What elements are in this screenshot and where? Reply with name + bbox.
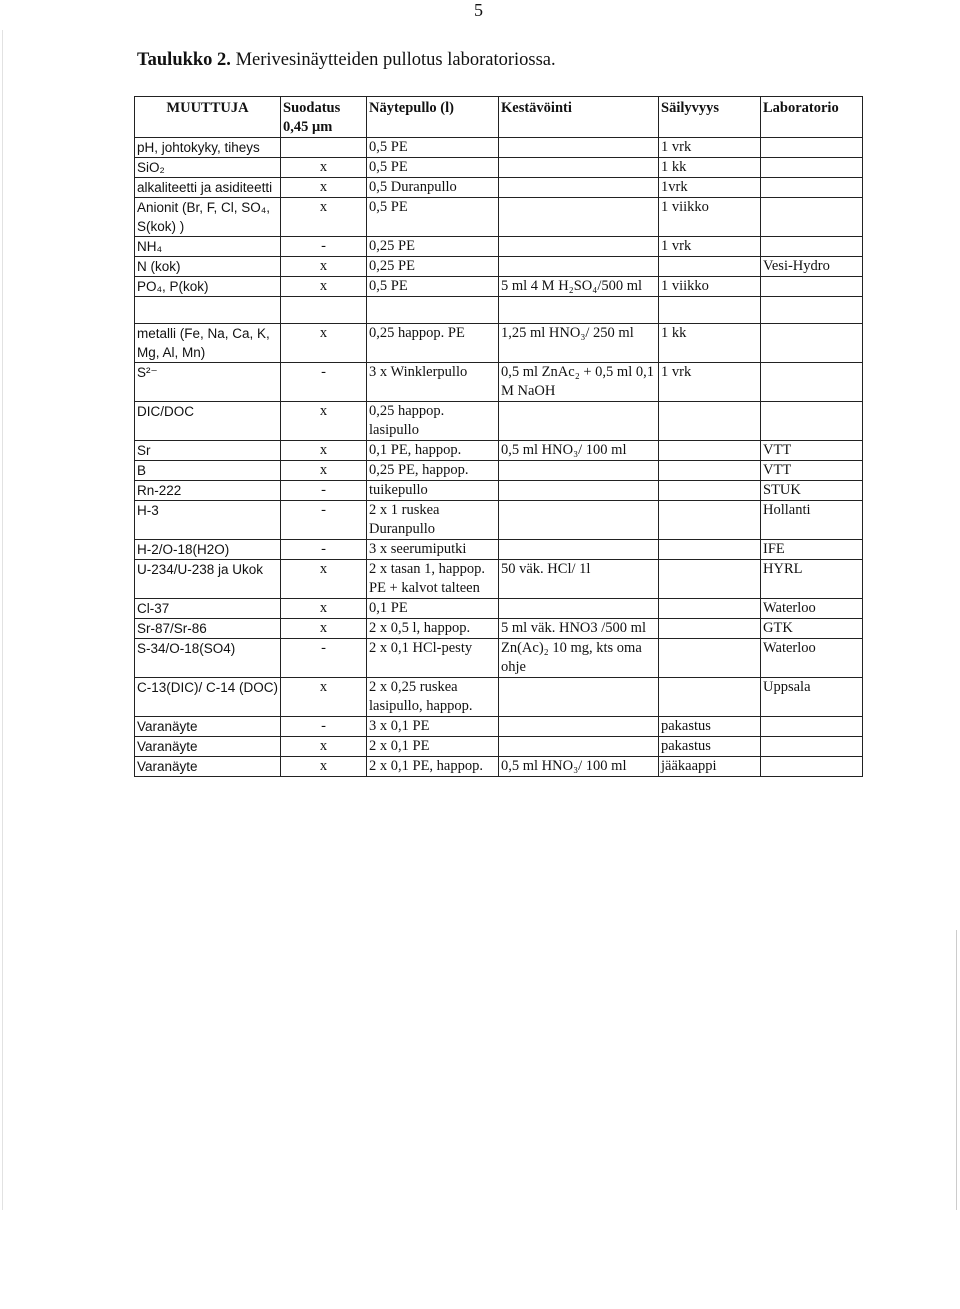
table-row: [135, 158, 863, 178]
cell-naytepullo: 0,25 PE: [367, 257, 499, 277]
cell-laboratorio: VTT: [761, 461, 863, 481]
cell-sailyvyys: [659, 297, 761, 324]
header-muuttuja: MUUTTUJA: [135, 97, 281, 138]
cell-suodatus: -: [281, 363, 367, 402]
cell-sailyvyys: [659, 678, 761, 717]
cell-naytepullo: 0,25 PE: [367, 237, 499, 257]
cell-kestavointi: [499, 402, 659, 441]
cell-suodatus: x: [281, 324, 367, 363]
scan-edge-right: [956, 930, 957, 1210]
cell-laboratorio: HYRL: [761, 560, 863, 599]
cell-laboratorio: STUK: [761, 481, 863, 501]
cell-laboratorio: [761, 237, 863, 257]
cell-kestavointi: [499, 158, 659, 178]
cell-sailyvyys: [659, 619, 761, 639]
cell-naytepullo: 0,5 Duranpullo: [367, 178, 499, 198]
cell-kestavointi: [499, 501, 659, 540]
cell-sailyvyys: pakastus: [659, 737, 761, 757]
cell-kestavointi: 0,5 ml HNO₃/ 100 ml: [499, 757, 659, 777]
cell-sailyvyys: 1 vrk: [659, 363, 761, 402]
cell-kestavointi: Zn(Ac)₂ 10 mg, kts oma ohje: [499, 639, 659, 678]
table-row: [135, 678, 863, 717]
table-row: [135, 363, 863, 402]
table-row: [135, 717, 863, 737]
cell-sailyvyys: [659, 501, 761, 540]
cell-naytepullo: 3 x Winklerpullo: [367, 363, 499, 402]
cell-kestavointi: [499, 461, 659, 481]
cell-suodatus: -: [281, 237, 367, 257]
header-kestavointi: Kestävöinti: [499, 97, 659, 138]
cell-sailyvyys: 1 viikko: [659, 277, 761, 297]
cell-suodatus: -: [281, 639, 367, 678]
cell-kestavointi: [499, 138, 659, 158]
cell-laboratorio: [761, 402, 863, 441]
cell-naytepullo: 0,1 PE: [367, 599, 499, 619]
cell-sailyvyys: [659, 599, 761, 619]
cell-muuttuja: [135, 297, 281, 324]
sampling-table: [134, 96, 863, 777]
cell-laboratorio: [761, 717, 863, 737]
cell-kestavointi: 0,5 ml HNO₃/ 100 ml: [499, 441, 659, 461]
cell-suodatus: x: [281, 560, 367, 599]
cell-kestavointi: [499, 237, 659, 257]
cell-naytepullo: 2 x 0,1 HCl-pesty: [367, 639, 499, 678]
cell-laboratorio: GTK: [761, 619, 863, 639]
cell-sailyvyys: [659, 441, 761, 461]
cell-muuttuja: Sr-87/Sr-86: [135, 619, 281, 639]
table-caption: [137, 50, 556, 71]
cell-naytepullo: 3 x 0,1 PE: [367, 717, 499, 737]
cell-kestavointi: 0,5 ml ZnAc₂ + 0,5 ml 0,1 M NaOH: [499, 363, 659, 402]
cell-sailyvyys: [659, 402, 761, 441]
cell-naytepullo: [367, 297, 499, 324]
cell-muuttuja: SiO₂: [135, 158, 281, 178]
cell-muuttuja: C-13(DIC)/ C-14 (DOC): [135, 678, 281, 717]
table-row: [135, 619, 863, 639]
table-row: [135, 178, 863, 198]
cell-muuttuja: DIC/DOC: [135, 402, 281, 441]
cell-kestavointi: [499, 737, 659, 757]
cell-suodatus: x: [281, 198, 367, 237]
cell-naytepullo: 0,25 happop. lasipullo: [367, 402, 499, 441]
cell-kestavointi: 50 väk. HCl/ 1l: [499, 560, 659, 599]
cell-muuttuja: H-3: [135, 501, 281, 540]
cell-laboratorio: Vesi-Hydro: [761, 257, 863, 277]
header-row: [135, 97, 863, 138]
cell-naytepullo: tuikepullo: [367, 481, 499, 501]
cell-muuttuja: alkaliteetti ja asiditeetti: [135, 178, 281, 198]
cell-laboratorio: Hollanti: [761, 501, 863, 540]
table-row: [135, 737, 863, 757]
cell-laboratorio: [761, 363, 863, 402]
cell-suodatus: [281, 297, 367, 324]
cell-suodatus: -: [281, 717, 367, 737]
header-sailyvyys: Säilyvyys: [659, 97, 761, 138]
cell-suodatus: x: [281, 599, 367, 619]
table-row: [135, 324, 863, 363]
table-row: [135, 757, 863, 777]
cell-muuttuja: pH, johtokyky, tiheys: [135, 138, 281, 158]
cell-laboratorio: Waterloo: [761, 639, 863, 678]
cell-suodatus: x: [281, 441, 367, 461]
cell-naytepullo: 0,5 PE: [367, 158, 499, 178]
cell-suodatus: x: [281, 158, 367, 178]
cell-kestavointi: [499, 257, 659, 277]
cell-naytepullo: 0,5 PE: [367, 138, 499, 158]
cell-suodatus: x: [281, 178, 367, 198]
header-suodatus-line2: 0,45 μm: [283, 119, 333, 135]
caption-text: Merivesinäytteiden pullotus laboratoriossa.: [235, 50, 556, 70]
cell-sailyvyys: [659, 540, 761, 560]
cell-naytepullo: 0,1 PE, happop.: [367, 441, 499, 461]
cell-suodatus: x: [281, 402, 367, 441]
cell-muuttuja: Varanäyte: [135, 757, 281, 777]
cell-muuttuja: Rn-222: [135, 481, 281, 501]
cell-kestavointi: [499, 198, 659, 237]
table-row: [135, 560, 863, 599]
cell-laboratorio: [761, 178, 863, 198]
table-row: [135, 198, 863, 237]
cell-muuttuja: Varanäyte: [135, 717, 281, 737]
table-row: [135, 138, 863, 158]
cell-naytepullo: 2 x 0,5 l, happop.: [367, 619, 499, 639]
cell-kestavointi: [499, 540, 659, 560]
cell-sailyvyys: [659, 481, 761, 501]
cell-laboratorio: [761, 737, 863, 757]
cell-sailyvyys: 1 vrk: [659, 237, 761, 257]
cell-sailyvyys: 1 kk: [659, 324, 761, 363]
cell-kestavointi: [499, 297, 659, 324]
cell-kestavointi: 1,25 ml HNO₃/ 250 ml: [499, 324, 659, 363]
cell-naytepullo: 0,5 PE: [367, 198, 499, 237]
cell-suodatus: [281, 138, 367, 158]
cell-suodatus: -: [281, 501, 367, 540]
cell-naytepullo: 2 x 1 ruskea Duranpullo: [367, 501, 499, 540]
cell-naytepullo: 0,25 happop. PE: [367, 324, 499, 363]
table-row: [135, 441, 863, 461]
cell-laboratorio: Uppsala: [761, 678, 863, 717]
cell-kestavointi: [499, 599, 659, 619]
cell-laboratorio: Waterloo: [761, 599, 863, 619]
cell-suodatus: x: [281, 277, 367, 297]
cell-muuttuja: PO₄, P(kok): [135, 277, 281, 297]
cell-naytepullo: 2 x 0,1 PE, happop.: [367, 757, 499, 777]
scan-edge-left: [2, 30, 3, 1210]
cell-kestavointi: [499, 178, 659, 198]
table-row: [135, 639, 863, 678]
cell-sailyvyys: 1 viikko: [659, 198, 761, 237]
cell-sailyvyys: 1 vrk: [659, 138, 761, 158]
cell-naytepullo: 0,25 PE, happop.: [367, 461, 499, 481]
table-row: [135, 277, 863, 297]
cell-muuttuja: Cl-37: [135, 599, 281, 619]
cell-suodatus: x: [281, 757, 367, 777]
cell-muuttuja: U-234/U-238 ja Ukok: [135, 560, 281, 599]
header-suodatus: [281, 97, 367, 138]
cell-suodatus: -: [281, 481, 367, 501]
cell-sailyvyys: [659, 257, 761, 277]
caption-label: Taulukko 2.: [137, 50, 231, 70]
cell-kestavointi: 5 ml 4 M H₂SO₄/500 ml: [499, 277, 659, 297]
cell-kestavointi: [499, 717, 659, 737]
cell-suodatus: x: [281, 461, 367, 481]
cell-sailyvyys: pakastus: [659, 717, 761, 737]
header-laboratorio: Laboratorio: [761, 97, 863, 138]
cell-sailyvyys: jääkaappi: [659, 757, 761, 777]
cell-laboratorio: [761, 757, 863, 777]
cell-sailyvyys: 1vrk: [659, 178, 761, 198]
cell-laboratorio: [761, 198, 863, 237]
cell-laboratorio: VTT: [761, 441, 863, 461]
cell-sailyvyys: [659, 461, 761, 481]
cell-muuttuja: N (kok): [135, 257, 281, 277]
table-row: [135, 257, 863, 277]
cell-sailyvyys: [659, 560, 761, 599]
cell-laboratorio: [761, 158, 863, 178]
cell-naytepullo: 0,5 PE: [367, 277, 499, 297]
cell-sailyvyys: 1 kk: [659, 158, 761, 178]
cell-muuttuja: Sr: [135, 441, 281, 461]
cell-kestavointi: 5 ml väk. HNO3 /500 ml: [499, 619, 659, 639]
cell-muuttuja: Anionit (Br, F, Cl, SO₄, S(kok) ): [135, 198, 281, 237]
table-row: [135, 599, 863, 619]
page-number: 5: [474, 0, 483, 20]
table-row: [135, 402, 863, 441]
cell-laboratorio: [761, 297, 863, 324]
cell-suodatus: x: [281, 678, 367, 717]
cell-naytepullo: 2 x 0,1 PE: [367, 737, 499, 757]
table-row: [135, 481, 863, 501]
cell-muuttuja: H-2/O-18(H2O): [135, 540, 281, 560]
cell-naytepullo: 2 x 0,25 ruskea lasipullo, happop.: [367, 678, 499, 717]
cell-naytepullo: 3 x seerumiputki: [367, 540, 499, 560]
cell-suodatus: -: [281, 540, 367, 560]
cell-laboratorio: IFE: [761, 540, 863, 560]
cell-suodatus: x: [281, 257, 367, 277]
cell-muuttuja: NH₄: [135, 237, 281, 257]
cell-sailyvyys: [659, 639, 761, 678]
table-row: [135, 540, 863, 560]
table-body: [135, 138, 863, 777]
cell-suodatus: x: [281, 737, 367, 757]
cell-muuttuja: metalli (Fe, Na, Ca, K, Mg, Al, Mn): [135, 324, 281, 363]
cell-muuttuja: B: [135, 461, 281, 481]
cell-kestavointi: [499, 678, 659, 717]
table-row: [135, 461, 863, 481]
cell-muuttuja: Varanäyte: [135, 737, 281, 757]
table-row: [135, 297, 863, 324]
table-row: [135, 501, 863, 540]
table-row: [135, 237, 863, 257]
cell-kestavointi: [499, 481, 659, 501]
header-naytepullo: Näytepullo (l): [367, 97, 499, 138]
cell-laboratorio: [761, 138, 863, 158]
cell-muuttuja: S²⁻: [135, 363, 281, 402]
cell-muuttuja: S-34/O-18(SO4): [135, 639, 281, 678]
cell-laboratorio: [761, 277, 863, 297]
cell-naytepullo: 2 x tasan 1, happop. PE + kalvot talteen: [367, 560, 499, 599]
header-suodatus-line1: Suodatus: [283, 100, 341, 116]
cell-laboratorio: [761, 324, 863, 363]
cell-suodatus: x: [281, 619, 367, 639]
